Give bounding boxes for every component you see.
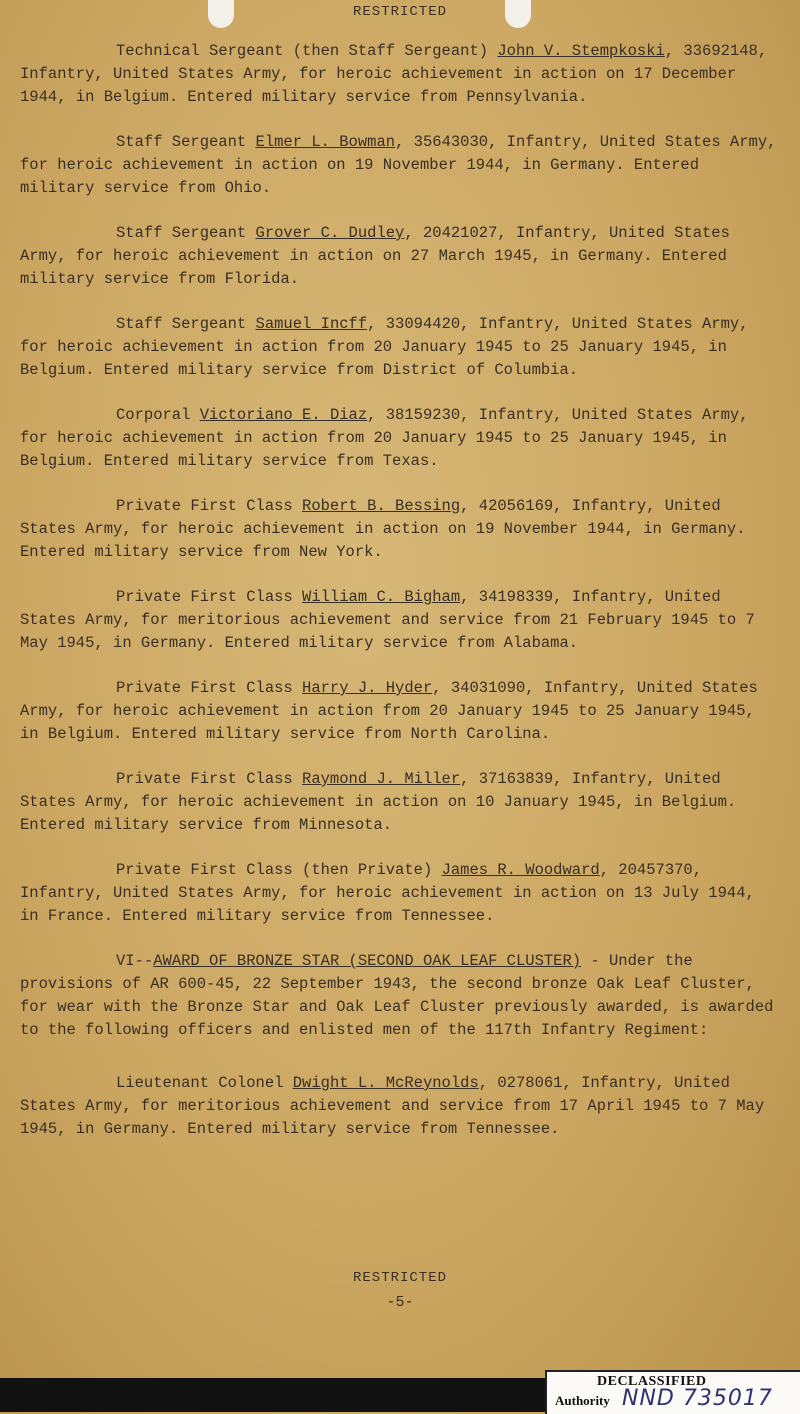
citation-name: Harry J. Hyder [302,679,433,697]
citation-paragraph [20,677,780,746]
citation-rank: Staff Sergeant [116,224,256,242]
citation-text: , 33692148, Infantry, United States Army, for heroic achievement in action on 17 December 1944, in Belgium. Entered military service from Pennsylvania. [20,42,768,106]
citation-paragraph [20,495,780,564]
section-title: AWARD OF BRONZE STAR (SECOND OAK LEAF CLUSTER) [153,952,582,970]
section-vi-paragraph [20,950,780,1042]
citation-name: Robert B. Bessing [302,497,461,515]
citation-text: , 38159230, Infantry, United States Army, for heroic achievement in action from 20 January 1945 to 25 January 1945, in Belgium. Entered military service from Texas. [20,406,749,470]
citation-text: , 0278061, Infantry, United States Army, for meritorious achievement and service from 17 April 1945 to 7 May 1945, in Germany. Entered military service from Tennessee. [20,1074,765,1138]
citation-paragraph [20,40,780,109]
citation-text: , 33094420, Infantry, United States Army, for heroic achievement in action from 20 January 1945 to 25 January 1945, in Belgium. Entered military service from District of Columbia. [20,315,749,379]
citation-name: Grover C. Dudley [255,224,405,242]
stamp-authority-number: NND 735017 [622,1386,773,1411]
citation-rank: Technical Sergeant (then Staff Sergeant) [116,42,498,60]
stamp-authority-label: Authority [555,1393,610,1408]
citation-text: , 34031090, Infantry, United States Army, for heroic achievement in action from 20 January 1945 to 25 January 1945, in Belgium. Entered military service from North Carolina. [20,679,758,743]
citation-rank: Private First Class (then Private) [116,861,442,879]
citation-paragraph [20,1072,780,1141]
citation-paragraph [20,768,780,837]
citation-text: , 37163839, Infantry, United States Army, for heroic achievement in action on 10 January 1945, in Belgium. Entered military service from Minnesota. [20,770,737,834]
footer-restricted: RESTRICTED [352,1270,447,1286]
citation-name: Raymond J. Miller [302,770,461,788]
citation-text: , 35643030, Infantry, United States Army, for heroic achievement in action on 19 November 1944, in Germany. Entered military service from Ohio. [20,133,777,197]
section-number: VI-- [116,952,154,970]
citation-name: Victoriano E. Diaz [199,406,368,424]
declassified-stamp [545,1370,800,1414]
citation-rank: Corporal [116,406,200,424]
stamp-title: DECLASSIFIED [597,1374,707,1389]
citation-name: Elmer L. Bowman [255,133,396,151]
citation-rank: Staff Sergeant [116,133,256,151]
citation-rank: Private First Class [116,679,303,697]
citation-name: John V. Stempkoski [497,42,665,60]
citation-text: , 20457370, Infantry, United States Army, for heroic achievement in action on 13 July 1944, in France. Entered military service from Tennessee. [20,861,755,925]
citation-name: Samuel Incff [255,315,368,333]
citation-paragraph [20,404,780,473]
citation-text: , 42056169, Infantry, United States Army, for heroic achievement in action on 19 November 1944, in Germany. Entered military service from New York. [20,497,746,561]
page-number: -5- [386,1294,414,1311]
citation-name: James R. Woodward [441,861,600,879]
document-body [20,40,780,1163]
citation-text: , 20421027, Infantry, United States Army, for heroic achievement in action on 27 March 1945, in Germany. Entered military service from Florida. [20,224,730,288]
citation-paragraph [20,313,780,382]
citation-paragraph [20,222,780,291]
citation-rank: Private First Class [116,588,303,606]
citation-text: , 34198339, Infantry, United States Army, for meritorious achievement and service from 21 February 1945 to 7 May 1945, in Germany. Entered military service from Alabama. [20,588,755,652]
header-restricted: RESTRICTED [352,4,447,20]
citation-paragraph [20,131,780,200]
section-text: - Under the provisions of AR 600-45, 22 September 1943, the second bronze Oak Leaf Cluster, for wear with the Bronze Star and Oak Leaf Cluster previously awarded, is awarded to the following officers and enlisted men of the 117th Infantry Regiment: [20,952,774,1039]
citation-paragraph [20,859,780,928]
citation-rank: Lieutenant Colonel [116,1074,293,1092]
citation-rank: Private First Class [116,770,303,788]
citation-name: Dwight L. McReynolds [292,1074,479,1092]
citation-name: William C. Bigham [302,588,461,606]
citation-paragraph [20,586,780,655]
citation-rank: Staff Sergeant [116,315,256,333]
citation-rank: Private First Class [116,497,303,515]
